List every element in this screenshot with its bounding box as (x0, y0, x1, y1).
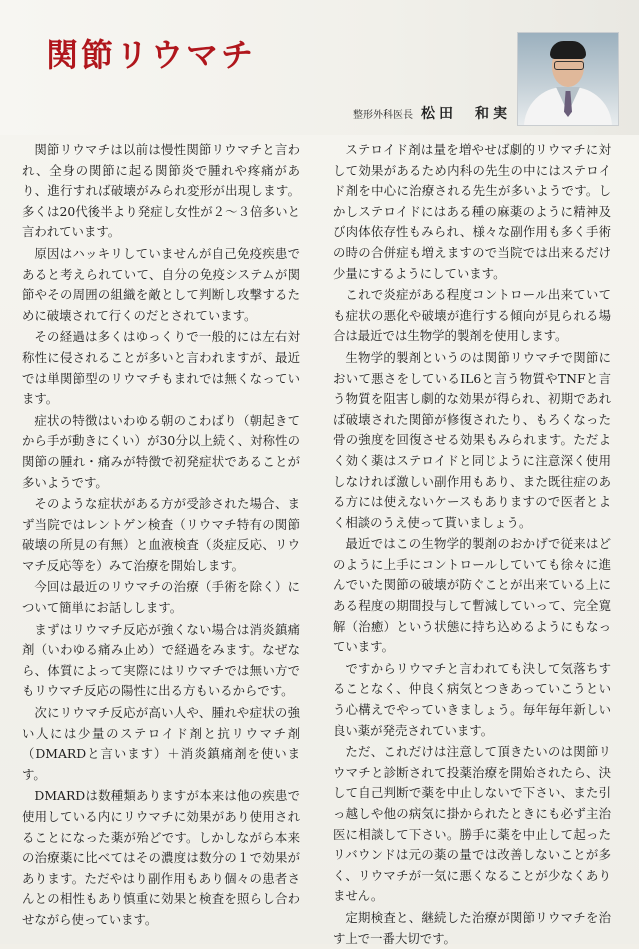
paragraph: 関節リウマチは以前は慢性関節リウマチと言われ、全身の関節に起る関節炎で腫れや疼痛があり、進行すれば破壊がみられ変形が出現します。多くは20代後半より発症し女性が２〜３倍多いと言われています。 (22, 142, 300, 240)
paragraph: ステロイド剤は量を増やせば劇的リウマチに対して効果があるため内科の先生の中にはステロイド剤を中心に治療される先生が多いようです。しかしステロイドにはある種の麻薬のように精神及び肉体依存性もみられ、様々な副作用も多く手術の時の合併症も増えますので当院では出来るだけ少量にするようにしています。 (333, 142, 611, 281)
paragraph: 次にリウマチ反応が高い人や、腫れや症状の強い人には少量のステロイド剤と抗リウマチ剤（DMARDと言います）＋消炎鎮痛剤を使います。 (22, 705, 300, 782)
paragraph: そのような症状がある方が受診された場合、まず当院ではレントゲン検査（リウマチ特有の関節破壊の所見の有無）と血液検査（炎症反応、リウマチ反応等を）みて治療を開始します。 (22, 496, 300, 573)
article-title: 関節リウマチ (46, 36, 257, 74)
paragraph: 今回は最近のリウマチの治療（手術を除く）について簡単にお話しします。 (22, 579, 300, 616)
right-column (333, 140, 611, 949)
paragraph: その経過は多くはゆっくりで一般的には左右対称性に侵されることが多いと言われますが、最近では単関節型のリウマチもまれでは無くなっています。 (22, 329, 300, 407)
paragraph: 最近ではこの生物学的製剤のおかげで従来はどのように上手にコントロールしていても徐々に進んでいた関節の破壊が防ぐことが出来ている上にある程度の期間投与して暫減していって、完全寛解（治癒）という状態に持ち込めるようにもなっています。 (333, 536, 611, 655)
author-byline (353, 103, 511, 123)
paragraph: 症状の特徴はいわゆる朝のこわばり（朝起きてから手が動きにくい）が30分以上続く、対称性の関節の腫れ・痛みが特徴で初発症状であることが多いようです。 (22, 412, 300, 490)
paragraph: 生物学的製剤というのは関節リウマチで関節において悪さをしているIL6と言う物質やTNFと言う物質を阻害し劇的な効果が得られ、初期であれば破壊された関節が修復されたり、もろくなった骨の強度を回復させる効果もみられます。ただよく効く薬はステロイドと同じように注意深く使用しなければ激しい副作用もあり、また既往症のある方には使えないケースもありますので医者とよく相談のうえ使って貰いましょう。 (333, 349, 611, 530)
author-name: 松田 和実 (421, 106, 511, 122)
author-role: 整形外科医長 (353, 110, 413, 121)
paragraph: まずはリウマチ反応が強くない場合は消炎鎮痛剤（いわゆる痛み止め）で経過をみます。なぜなら、体質によって実際にはリウマチでは無い方でもリウマチ反応の陽性に出る方もいるからです。 (22, 621, 300, 699)
paragraph: 定期検査と、継続した治療が関節リウマチを治す上で一番大切です。 (333, 909, 611, 946)
doctor-portrait-photo (517, 32, 619, 126)
paragraph: ですからリウマチと言われても決して気落ちすることなく、仲良く病気とつきあっていこうという心構えでやっていきましょう。毎年毎年新しい良い薬が発売されています。 (333, 660, 611, 738)
left-column (22, 140, 300, 931)
photo-hair (550, 41, 586, 59)
paragraph: ただ、これだけは注意して頂きたいのは関節リウマチと診断されて投薬治療を開始されたら、決して自己判断で薬を中止しないで下さい、また引っ越しや他の病気に掛かられたときにも必ず主治医に相談して下さい。勝手に薬を中止して起ったリバウンドは元の薬の量では改善しないことが多く、リウマチが一気に悪くなることが少なくありません。 (333, 744, 611, 904)
photo-glasses (554, 61, 584, 70)
paragraph: 原因はハッキリしていませんが自己免疫疾患であると考えられていて、自分の免疫システムが関節やその周囲の組織を敵として判断し攻撃するために破壊されて行くのだとされています。 (22, 245, 300, 323)
paragraph: これで炎症がある程度コントロール出来ていても症状の悪化や破壊が進行する傾向が見られる場合は最近では生物学的製剤を使用します。 (333, 287, 611, 344)
paragraph: DMARDは数種類ありますが本来は他の疾患で使用している内にリウマチに効果があり使用されることになった薬が殆どです。しかしながら本来の治療薬に比べてはその濃度は数分の１で効果があります。ただやはり副作用もあり個々の患者さんとの相性もあり慎重に効果と検査を照らし合わせながら使っています。 (22, 788, 300, 927)
